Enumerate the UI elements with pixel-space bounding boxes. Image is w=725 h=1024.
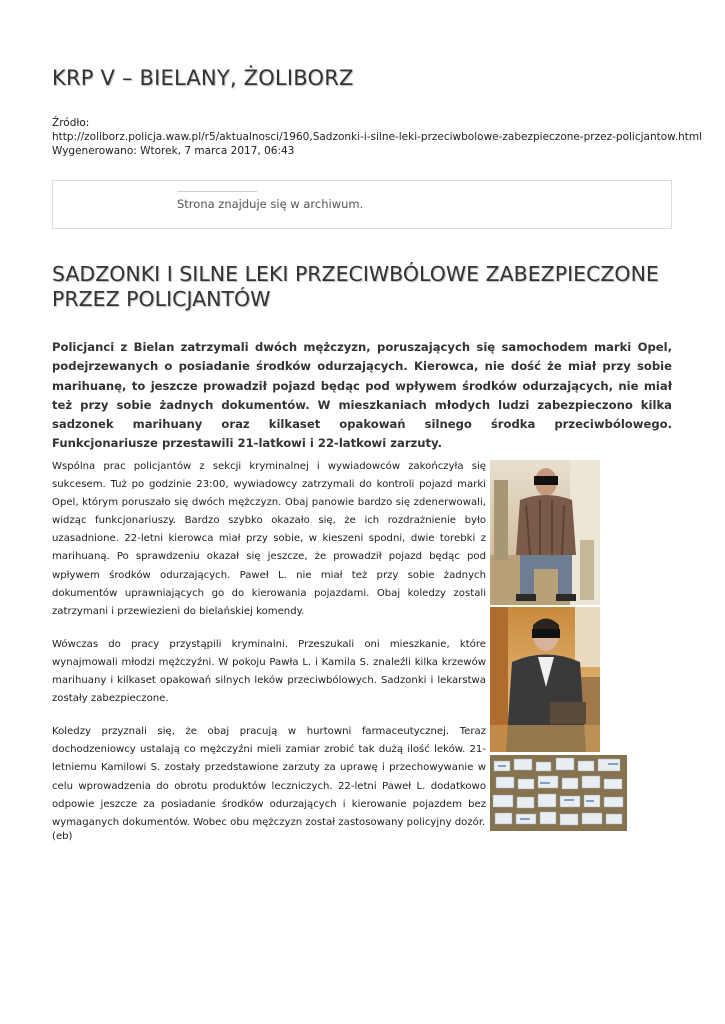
generated-date: Wygenerowano: Wtorek, 7 marca 2017, 06:43 [52, 145, 295, 157]
photo-seated-man [490, 460, 600, 605]
source-label: Źródło: [52, 117, 90, 129]
photo-medicine-packages-image [490, 755, 627, 831]
photo-man-at-desk [490, 607, 600, 752]
article-body [52, 458, 486, 847]
article-lead: Policjanci z Bielan zatrzymali dwóch mężczyzn, poruszających się samochodem marki Opel, podejrzewanych o posiadanie środków odurzających. Kierowca, nie dość że miał przy sobie marihuanę, to jeszcze prowadził pojazd będąc pod wpływem środków odurzających, nie miał też przy sobie żadnych dokumentów. W mieszkaniach młodych ludzi zabezpieczono kilka sadzonek marihuany oraz kilkaset opakowań silnego środka przeciwbólowego. Funkcjonariusze przestawili 21-latkowi i 22-latkowi zarzuty. [52, 340, 672, 451]
article-title: SADZONKI I SILNE LEKI PRZECIWBÓLOWE ZABEZPIECZONE PRZEZ POLICJANTÓW [52, 262, 659, 311]
photo-seated-man-image [490, 460, 600, 605]
article-paragraph-1: Wspólna prac policjantów z sekcji kryminalnej i wywiadowców zakończyła się sukcesem. Tuż po godzinie 23:00, wywiadowcy zatrzymali do kontroli pojazd marki Opel, którym poruszało się dwóch mężczyzn. Obaj panowie bardzo się zdenerwowali, widząc funkcjonariuszy. Bardzo szybko okazało się, że ich rozdrażnienie było uzasadnione. 22-letni kierowca miał przy sobie, w kieszeni spodni, dwie torebki z marihuaną. Po sprawdzeniu okazał się jeszcze, że prowadził pojazd będąc pod wpływem środków odurzających. Paweł L. nie miał też przy sobie żadnych dokumentów uprawniających go do kierowania pojazdami. Obaj koledzy zostali zatrzymani i przewiezieni do bielańskiej komendy. [52, 461, 486, 617]
article-author: (eb) [52, 831, 73, 842]
photo-medicine-packages [490, 755, 627, 831]
archive-notice-box [52, 180, 672, 229]
archive-divider [177, 191, 257, 192]
archive-notice: Strona znajduje się w archiwum. [177, 197, 364, 211]
article-paragraph-3: Koledzy przyznali się, że obaj pracują w hurtowni farmaceutycznej. Teraz dochodzeniowcy ustalają co mężczyźni mieli zamiar zrobić tak dużą ilość leków. 21-letniemu Kamilowi S. zostały przedstawione zarzuty za uprawę i przechowywanie w celu wprowadzenia do obrotu produktów leczniczych. 22-letni Paweł L. dodatkowo odpowie jeszcze za posiadanie środków odurzających i kierowanie pojazdem bez wymaganych dokumentów. Wobec obu mężczyzn został zastosowany policyjny dozór. [52, 726, 486, 828]
article-paragraph-2: Wówczas do pracy przystąpili kryminalni. Przeszukali oni mieszkanie, które wynajmowali młodzi mężczyźni. W pokoju Pawła L. i Kamila S. znaleźli kilka krzewów marihuany i kilkaset opakowań silnych leków przeciwbólowych. Sadzonki i lekarstwa zostały zabezpieczone. [52, 638, 486, 705]
photo-man-at-desk-image [490, 607, 600, 752]
page-meta [52, 116, 703, 158]
source-url[interactable]: http://zoliborz.policja.waw.pl/r5/aktualnosci/1960,Sadzonki-i-silne-leki-przeciwbolowe-zabezpieczone-przez-policjantow.html [52, 131, 703, 143]
site-title: KRP V – BIELANY, ŻOLIBORZ [52, 66, 354, 90]
